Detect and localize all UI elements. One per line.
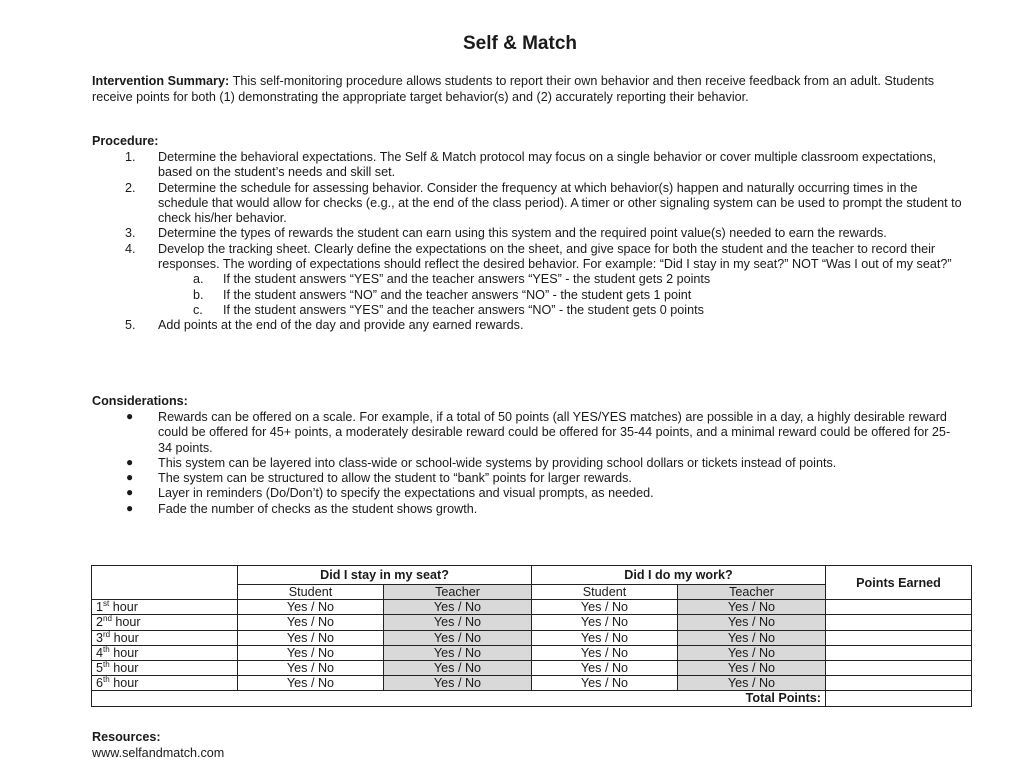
list-item — [92, 226, 962, 241]
points-earned-cell[interactable] — [826, 676, 972, 691]
bullet-text: The system can be structured to allow the student to “bank” points for larger rewards. — [158, 471, 632, 486]
table-header-row — [92, 566, 972, 585]
hour-label — [92, 600, 238, 615]
points-earned-cell[interactable] — [826, 615, 972, 630]
bullet-icon: ● — [126, 409, 134, 423]
bullet-text: Layer in reminders (Do/Don’t) to specify the expectations and visual prompts, as needed. — [158, 486, 654, 501]
do-my-work-header: Did I do my work? — [532, 566, 826, 585]
considerations-list — [92, 410, 962, 517]
hour-number: 3 — [96, 630, 104, 645]
points-earned-header: Points Earned — [826, 566, 972, 600]
hour-word: hour — [113, 630, 139, 645]
bullet-icon: ● — [126, 454, 134, 469]
procedure-list — [92, 150, 962, 334]
seat-teacher-cell[interactable]: Yes / No — [384, 615, 532, 630]
hour-word: hour — [112, 600, 138, 615]
seat-student-cell[interactable]: Yes / No — [238, 676, 384, 691]
summary-label: Intervention Summary: — [92, 74, 230, 88]
hour-number: 6 — [96, 676, 104, 691]
work-teacher-cell[interactable]: Yes / No — [678, 615, 826, 630]
step-number: 5. — [125, 318, 136, 333]
step-text: Add points at the end of the day and provide any earned rewards. — [158, 318, 524, 333]
hour-ordinal: st — [103, 599, 110, 609]
procedure-heading: Procedure: — [92, 134, 159, 148]
substep-text: If the student answers “NO” and the teacher answers “NO” - the student gets 1 point — [223, 287, 692, 302]
seat-student-cell[interactable]: Yes / No — [238, 660, 384, 675]
points-earned-cell[interactable] — [826, 645, 972, 660]
substep-letter: c. — [193, 302, 203, 317]
list-item — [92, 502, 962, 517]
bullet-icon: ● — [126, 500, 134, 515]
teacher-header: Teacher — [678, 585, 826, 600]
hour-ordinal: th — [103, 675, 110, 685]
list-item — [92, 272, 962, 287]
stay-in-seat-header: Did I stay in my seat? — [238, 566, 532, 585]
seat-teacher-cell[interactable]: Yes / No — [384, 600, 532, 615]
hour-ordinal: th — [103, 644, 110, 654]
work-student-cell[interactable]: Yes / No — [532, 676, 678, 691]
hour-ordinal: nd — [103, 614, 112, 624]
hour-word: hour — [113, 645, 139, 660]
table-row — [92, 645, 972, 660]
hour-rows — [92, 600, 972, 691]
resources-heading: Resources: — [92, 730, 161, 744]
hour-word: hour — [115, 615, 141, 630]
hour-label — [92, 660, 238, 675]
list-item — [92, 303, 962, 318]
bullet-text: Fade the number of checks as the student shows growth. — [158, 501, 478, 516]
seat-teacher-cell[interactable]: Yes / No — [384, 645, 532, 660]
work-student-cell[interactable]: Yes / No — [532, 630, 678, 645]
step-number: 2. — [125, 180, 136, 195]
substep-list — [158, 272, 962, 318]
step-number: 4. — [125, 241, 136, 256]
hour-label — [92, 645, 238, 660]
table-row — [92, 600, 972, 615]
seat-student-cell[interactable]: Yes / No — [238, 615, 384, 630]
teacher-header: Teacher — [384, 585, 532, 600]
tracking-table — [91, 565, 972, 707]
bullet-text: This system can be layered into class-wide or school-wide systems by providing school dollars or tickets instead of points. — [158, 455, 837, 470]
work-teacher-cell[interactable]: Yes / No — [678, 600, 826, 615]
substep-text: If the student answers “YES” and the teacher answers “NO” - the student gets 0 points — [223, 302, 704, 317]
hour-number: 1 — [96, 600, 104, 615]
table-row — [92, 630, 972, 645]
list-item — [92, 318, 962, 333]
bullet-text: Rewards can be offered on a scale. For example, if a total of 50 points (all YES/YES matches) are possible in a day, a highly desirable reward could be offered for 45+ points, a moderately desirable reward could be offered for 35-44 points, and a minimal reward could be offered for 25-34 points. — [158, 410, 951, 455]
hour-word: hour — [113, 676, 139, 691]
work-student-cell[interactable]: Yes / No — [532, 615, 678, 630]
list-item — [92, 242, 962, 318]
hour-ordinal: rd — [103, 629, 111, 639]
seat-teacher-cell[interactable]: Yes / No — [384, 676, 532, 691]
intervention-summary — [92, 73, 952, 105]
work-teacher-cell[interactable]: Yes / No — [678, 660, 826, 675]
seat-student-cell[interactable]: Yes / No — [238, 645, 384, 660]
step-text: Develop the tracking sheet. Clearly define the expectations on the sheet, and give space for both the student and the teacher to record their responses. The wording of expectations should reflect the desired behavior. For example: “Did I stay in my seat?” NOT “Was I out of my seat?” — [158, 241, 952, 272]
step-number: 3. — [125, 226, 136, 241]
table-row — [92, 676, 972, 691]
page-title: Self & Match — [462, 33, 578, 54]
hour-number: 5 — [96, 661, 104, 676]
summary-text: This self-monitoring procedure allows students to report their own behavior and then receive feedback from an adult. Students receive points for both (1) demonstrating the appropriate target behavior(s) and (2) accurately reporting their behavior. — [92, 74, 935, 104]
work-student-cell[interactable]: Yes / No — [532, 660, 678, 675]
hour-label — [92, 630, 238, 645]
resources-link[interactable]: www.selfandmatch.com — [92, 746, 225, 760]
list-item — [92, 486, 962, 501]
points-earned-cell[interactable] — [826, 660, 972, 675]
total-points-label: Total Points: — [92, 691, 826, 706]
list-item — [92, 456, 962, 471]
list-item — [92, 150, 962, 181]
hour-ordinal: th — [103, 659, 110, 669]
student-header: Student — [238, 585, 384, 600]
bullet-icon: ● — [126, 470, 134, 485]
seat-teacher-cell[interactable]: Yes / No — [384, 630, 532, 645]
work-student-cell[interactable]: Yes / No — [532, 645, 678, 660]
seat-student-cell[interactable]: Yes / No — [238, 630, 384, 645]
hour-number: 2 — [96, 615, 104, 630]
student-header: Student — [532, 585, 678, 600]
hour-label — [92, 615, 238, 630]
corner-cell — [92, 566, 238, 600]
substep-letter: a. — [193, 272, 204, 287]
points-earned-cell[interactable] — [826, 630, 972, 645]
considerations-heading: Considerations: — [92, 394, 188, 408]
list-item — [92, 181, 962, 227]
step-text: Determine the schedule for assessing behavior. Consider the frequency at which behavior(s) happen and naturally occurring times in the schedule that would allow for checks (e.g., at the end of the class period). A timer or other signaling system can be used to prompt the student to check his/her behavior. — [158, 180, 962, 226]
bullet-icon: ● — [126, 485, 134, 500]
substep-text: If the student answers “YES” and the teacher answers “YES” - the student gets 2 points — [223, 272, 711, 287]
work-teacher-cell[interactable]: Yes / No — [678, 630, 826, 645]
table-row — [92, 615, 972, 630]
work-student-cell[interactable]: Yes / No — [532, 600, 678, 615]
work-teacher-cell[interactable]: Yes / No — [678, 676, 826, 691]
seat-student-cell[interactable]: Yes / No — [238, 600, 384, 615]
substep-letter: b. — [193, 287, 204, 302]
work-teacher-cell[interactable]: Yes / No — [678, 645, 826, 660]
step-text: Determine the types of rewards the student can earn using this system and the required point value(s) needed to earn the rewards. — [158, 226, 887, 241]
hour-word: hour — [113, 661, 139, 676]
step-text: Determine the behavioral expectations. The Self & Match protocol may focus on a single behavior or cover multiple classroom expectations, based on the student’s needs and skill set. — [158, 150, 937, 180]
seat-teacher-cell[interactable]: Yes / No — [384, 660, 532, 675]
list-item — [92, 288, 962, 303]
step-number: 1. — [125, 150, 136, 164]
list-item — [92, 410, 962, 456]
table-row — [92, 660, 972, 675]
total-row — [92, 691, 972, 706]
list-item — [92, 471, 962, 486]
points-earned-cell[interactable] — [826, 600, 972, 615]
hour-number: 4 — [96, 645, 104, 660]
resources — [92, 729, 224, 761]
total-points-cell[interactable] — [826, 691, 972, 706]
hour-label — [92, 676, 238, 691]
